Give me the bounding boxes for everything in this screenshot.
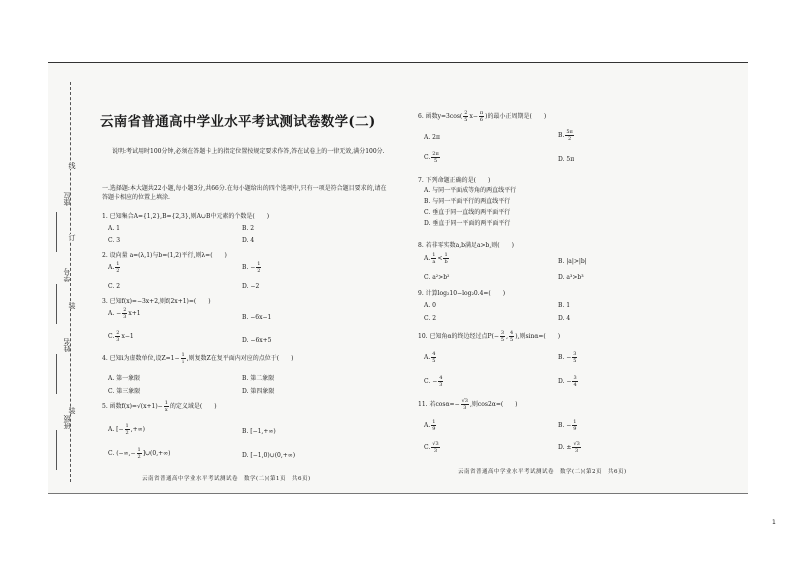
binding-seal-mark: 装 (68, 302, 76, 309)
fraction (125, 423, 130, 436)
numerator: √3 (432, 441, 439, 447)
denominator: 5 (433, 158, 438, 164)
denominator: 4 (573, 382, 577, 388)
q11-option-c (424, 441, 441, 454)
q2-option-c: C. 2 (108, 283, 121, 290)
numerator: 1 (573, 419, 577, 425)
q10-option-c (424, 375, 444, 388)
numerator: √3 (461, 398, 468, 404)
numerator: 4 (432, 351, 436, 357)
binding-fill-line (56, 212, 57, 252)
fraction (479, 110, 484, 123)
numerator: 1 (181, 352, 185, 358)
numerator: 3 (573, 375, 577, 381)
question-10 (418, 330, 560, 343)
q6-option-d: D. 5π (558, 156, 575, 163)
q10-stem-post: ),则sinα=( ) (515, 333, 561, 340)
q5-a-suffix: ,+∞) (130, 426, 145, 433)
denominator: 3 (575, 448, 579, 454)
denominator: 2 (567, 136, 572, 142)
numerator: 1 (257, 261, 261, 267)
q7-option-d: D. 垂直于同一平面的两平面平行 (424, 220, 511, 227)
binding-label-name: 姓名 (63, 338, 71, 352)
q3-option-d: D. −6x+5 (242, 337, 272, 344)
binding-margin (48, 62, 92, 492)
question-1: 1. 已知集合A={1,2},B={2,3},则A∪B中元素的个数是( ) (102, 213, 270, 220)
fraction (565, 129, 573, 142)
fraction (115, 330, 120, 343)
q5-option-b: B. [−1,+∞) (242, 428, 276, 435)
left-page (100, 62, 390, 492)
q8-a-operator: < (437, 255, 443, 262)
denominator: 5 (510, 337, 514, 343)
fraction (122, 307, 127, 320)
q9-option-a: A. 0 (424, 302, 436, 309)
q10-option-b (558, 351, 578, 364)
denominator: 2 (125, 430, 129, 436)
q5-c-suffix: ]∪(0,+∞) (142, 450, 171, 457)
numerator: 3 (500, 330, 505, 336)
numerator: 1 (164, 400, 168, 406)
fraction (115, 261, 120, 274)
q11-option-b (558, 419, 578, 432)
fraction (509, 330, 514, 343)
q5-stem-pre: 5. 函数f(x)=√(x+1)− (102, 403, 163, 410)
numerator: 2 (116, 330, 120, 336)
q7-option-b: B. 与同一平面平行的两直线平行 (424, 198, 511, 205)
q3-a-prefix: A. − (108, 310, 122, 317)
fraction (431, 419, 436, 432)
question-3: 3. 已知f(x)=−3x+2,则f(2x+1)=( ) (102, 298, 211, 305)
fraction (572, 375, 577, 388)
fraction (438, 375, 443, 388)
binding-fill-line (56, 430, 57, 470)
footer-right: 云南省普通高中学业水平考试测试卷 数学(二)(第2页 共6页) (458, 469, 627, 475)
exam-title: 云南省普通高中学业水平考试测试卷数学(二) (100, 114, 376, 130)
q3-c-prefix: C. (108, 333, 115, 340)
fraction (164, 400, 169, 413)
numerator: 3 (573, 351, 577, 357)
question-8: 8. 若非零实数a,b满足a>b,则( ) (418, 242, 514, 249)
footer-left: 云南省普通高中学业水平考试测试卷 数学(二)(第1页 共6页) (142, 476, 311, 482)
binding-seal-mark: 线 (68, 162, 76, 169)
binding-fill-line (56, 284, 57, 324)
q2-option-a (108, 261, 121, 274)
page-number: 1 (772, 519, 776, 526)
q10-stem-mid: , (506, 333, 509, 340)
q1-option-a: A. 1 (108, 225, 120, 232)
numerator: 5π (566, 129, 573, 135)
question-5 (102, 400, 217, 413)
q9-option-c: C. 2 (424, 315, 437, 322)
q11-stem-pre: 11. 若cosα=− (418, 401, 460, 408)
denominator: 2 (116, 268, 120, 274)
denominator: 5 (500, 337, 505, 343)
question-6 (418, 110, 546, 123)
q11-d-prefix: D. ± (558, 444, 572, 451)
numerator: 4 (439, 375, 443, 381)
q11-option-d (558, 441, 582, 454)
binding-seal-mark: 装 (68, 407, 76, 414)
fraction (572, 441, 580, 454)
q3-option-b: B. −6x−1 (242, 314, 272, 321)
q5-option-a (108, 423, 145, 436)
q10-c-prefix: C. − (424, 378, 438, 385)
q1-option-b: B. 2 (242, 225, 255, 232)
numerator: π (479, 110, 484, 116)
denominator: b (444, 259, 448, 265)
fraction (572, 351, 577, 364)
denominator: 5 (432, 358, 436, 364)
section-heading: 一.选择题:本大题共22小题,每小题3分,共66分.在每小题给出的四个选项中,只有一项是符合题目要求的,请在答题卡相应的位置上填涂. (102, 185, 387, 201)
q8-option-b: B. |a|>|b| (558, 258, 587, 265)
q5-a-prefix: A. [− (108, 426, 124, 433)
numerator: 1 (125, 423, 129, 429)
q11-b-prefix: B. − (558, 422, 572, 429)
q11-stem-post: ,则cos2α=( ) (469, 401, 518, 408)
binding-label-id: 学号 (63, 268, 71, 282)
q11-option-a (424, 419, 437, 432)
numerator: 2 (123, 307, 127, 313)
binding-label-class: 班级 (63, 415, 71, 429)
q2-option-d: D. −2 (242, 283, 260, 290)
q2-b-prefix: B. − (242, 264, 256, 271)
q9-option-b: B. 1 (558, 302, 571, 309)
q4-option-b: B. 第二象限 (242, 375, 275, 382)
q4-option-c: C. 第三象限 (108, 388, 141, 395)
q3-option-a (108, 307, 141, 320)
question-9: 9. 计算log₂10−log₂0.4=( ) (418, 290, 506, 297)
numerator: 1 (432, 252, 436, 258)
denominator: 3 (116, 337, 120, 343)
denominator: 5 (464, 117, 468, 123)
denominator: 3 (433, 448, 438, 454)
q3-a-suffix: x+1 (128, 310, 141, 317)
q8-option-a (424, 252, 450, 265)
fraction (572, 419, 577, 432)
denominator: 9 (432, 426, 436, 432)
numerator: 1 (444, 252, 448, 258)
fraction (463, 110, 468, 123)
right-page (418, 62, 728, 492)
fraction (256, 261, 261, 274)
denominator: 9 (573, 426, 577, 432)
q3-c-suffix: x−1 (121, 333, 134, 340)
q10-stem-pre: 10. 已知角α的终边经过点P(− (418, 333, 499, 340)
fraction (431, 252, 436, 265)
q4-stem-post: ,则复数Z在复平面内对应的点位于( ) (186, 355, 294, 362)
q10-d-prefix: D. − (558, 378, 572, 385)
question-2 (102, 250, 227, 259)
q8-option-c: C. a²>b² (424, 274, 450, 281)
q6-option-a: A. 2π (424, 134, 440, 141)
q7-option-a: A. 与同一平面成等角的两直线平行 (424, 187, 517, 194)
binding-fill-line (56, 354, 57, 394)
q9-option-d: D. 4 (558, 315, 571, 322)
q2-stem-pre: 2. 设向量 (102, 252, 128, 259)
q10-b-prefix: B. − (558, 354, 572, 361)
q7-option-c: C. 垂直于同一直线的两平面平行 (424, 209, 511, 216)
denominator: 2 (257, 268, 261, 274)
q10-option-a (424, 351, 437, 364)
numerator: 2 (464, 110, 468, 116)
question-7: 7. 下列命题正确的是( ) (418, 177, 491, 184)
numerator: 4 (510, 330, 514, 336)
q5-c-prefix: C. (−∞,− (108, 450, 136, 457)
binding-label-seat: 座位 (63, 192, 71, 206)
numerator: 1 (116, 261, 120, 267)
q4-option-a: A. 第一象限 (108, 375, 141, 382)
denominator: 3 (123, 314, 127, 320)
numerator: 1 (432, 419, 436, 425)
q2-a-prefix: A. (108, 264, 115, 271)
fraction (500, 330, 505, 343)
denominator: 3 (439, 382, 443, 388)
denominator: 5 (573, 358, 577, 364)
q5-stem-post: 的定义域是( ) (169, 403, 217, 410)
denominator: 3 (463, 405, 467, 411)
q8-option-d: D. a³>b³ (558, 274, 584, 281)
q6-stem-post: )的最小正周期是( ) (485, 113, 547, 120)
fraction (443, 252, 448, 265)
q1-option-c: C. 3 (108, 237, 121, 244)
q5-option-d: D. [−1,0)∪(0,+∞) (242, 452, 296, 459)
q2-option-b (242, 261, 262, 274)
fraction (431, 151, 439, 164)
denominator: 6 (479, 117, 484, 123)
q4-option-d: D. 第四象限 (242, 388, 275, 395)
q1-option-d: D. 4 (242, 237, 255, 244)
binding-seal-mark: 订 (68, 234, 76, 241)
q11-c-prefix: C. (424, 444, 431, 451)
q6-stem-mid: x− (469, 113, 478, 120)
denominator: x (164, 407, 168, 413)
q6-option-b (558, 129, 575, 142)
q6-option-c (424, 151, 441, 164)
fraction (431, 441, 439, 454)
denominator: a (432, 259, 436, 265)
denominator: i (182, 359, 184, 365)
exam-instructions: 说明:考试用时100分钟,必须在答题卡上的指定位置按规定要求作答,答在试卷上的一律无效,满分100分. (112, 148, 385, 155)
q6-c-prefix: C. (424, 154, 431, 161)
q10-option-d (558, 375, 579, 388)
fraction (181, 352, 186, 365)
numerator: √3 (573, 441, 580, 447)
q10-a-prefix: A. (424, 354, 431, 361)
question-4 (102, 352, 293, 365)
q5-option-c (108, 447, 171, 460)
fraction (137, 447, 142, 460)
numerator: 2π (432, 151, 439, 157)
q6-b-prefix: B. (558, 132, 565, 139)
q8-a-prefix: A. (424, 255, 431, 262)
q3-option-c (108, 330, 134, 343)
q11-a-prefix: A. (424, 422, 431, 429)
question-11 (418, 398, 518, 411)
numerator: 1 (137, 447, 141, 453)
q4-stem-pre: 4. 已知i为虚数单位,设Z=1− (102, 355, 180, 362)
denominator: 2 (137, 454, 141, 460)
fraction (461, 398, 469, 411)
q2-stem: a=(λ,1)与b=(1,2)平行,则λ=( ) (129, 252, 227, 259)
q6-stem-pre: 6. 函数y=3cos( (418, 113, 463, 120)
fraction (431, 351, 436, 364)
